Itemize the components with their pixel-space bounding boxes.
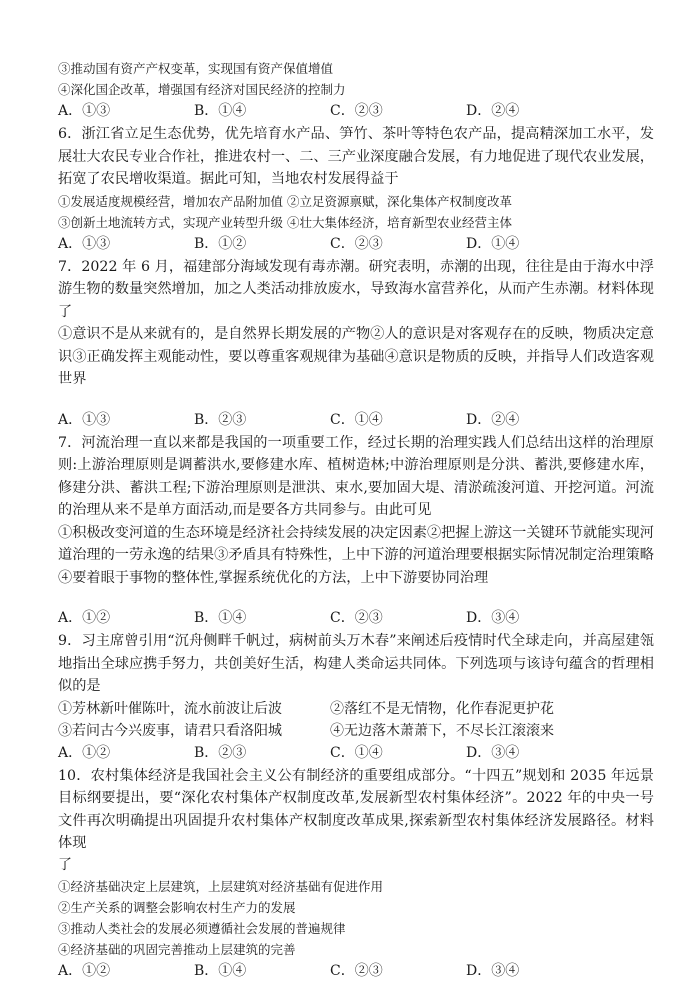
- option-c[interactable]: C．①④: [330, 744, 383, 761]
- answer-options: [58, 607, 654, 629]
- statements-3-4: ③创新土地流转方式，实现产业转型升级 ④壮大集体经济，培育新型农业经营主体: [58, 214, 512, 230]
- statement-4: ④深化国企改革，增强国有经济对国民经济的控制力: [58, 82, 346, 97]
- statements-row-2: [58, 720, 654, 742]
- option-d[interactable]: D．②④: [466, 411, 520, 428]
- statement-4: ④经济基础的巩固完善推动上层建筑的完善: [58, 941, 296, 957]
- statement-1: ①经济基础决定上层建筑，上层建筑对经济基础有促进作用: [58, 878, 384, 894]
- option-a[interactable]: A．①②: [58, 962, 111, 979]
- answer-options: [58, 233, 654, 255]
- option-d[interactable]: D．③④: [466, 744, 520, 761]
- question-stem: 6．浙江省立足生态优势，优先培育水产品、笋竹、茶叶等特色农产品，提高精深加工水平，发展壮大农民专业合作社，推进农村一、二、三产业深度融合发展，有力地促进了现代农业发展，拓宽了农民增收渠道。据此可知，当地农村发展得益于: [58, 126, 654, 187]
- option-a[interactable]: A．①③: [58, 103, 111, 119]
- option-d[interactable]: D．③④: [466, 610, 520, 626]
- option-b[interactable]: B．①②: [194, 235, 247, 252]
- question-7a: [58, 256, 654, 431]
- question-stem: 10．农村集体经济是我国社会主义公有制经济的重要组成部分。“十四五”规划和 2035 年远景目标纲要提出，要“深化农村集体产权制度改革,发展新型农村集体经济”。2022 年的中央一号文件再次明确提出巩固提升农村集体产权制度改革成果,探索新型农村集体经济发展路径。材料体现: [58, 767, 654, 851]
- question-stem-tail: 了: [58, 856, 72, 873]
- option-c[interactable]: C．①④: [330, 411, 383, 428]
- option-c[interactable]: C．②③: [330, 962, 383, 979]
- statements: ①意识不是从来就有的，是自然界长期发展的产物②人的意识是对客观存在的反映，物质决定意识③正确发挥主观能动性，要以尊重客观规律为基础④意识是物质的反映，并指导人们改造客观世界: [58, 326, 654, 387]
- option-b[interactable]: B．②③: [194, 411, 247, 428]
- option-b[interactable]: B．①④: [194, 610, 247, 626]
- statement-3: ③若问古今兴废事，请君只看洛阳城: [58, 722, 282, 739]
- statement-4: ④无边落木萧萧下，不尽长江滚滚来: [330, 722, 554, 739]
- answer-options: [58, 100, 654, 122]
- option-a[interactable]: A．①②: [58, 610, 111, 626]
- option-d[interactable]: D．②④: [466, 103, 520, 119]
- statement-2: ②生产关系的调整会影响农村生产力的发展: [58, 899, 296, 915]
- option-b[interactable]: B．①④: [194, 103, 247, 119]
- answer-options: [58, 960, 654, 982]
- exam-page: [58, 58, 654, 982]
- question-7b: [58, 432, 654, 630]
- option-d[interactable]: D．①④: [466, 235, 520, 252]
- option-a[interactable]: A．①③: [58, 411, 111, 428]
- option-c[interactable]: C．②③: [330, 103, 383, 119]
- statement-1: ①芳林新叶催陈叶，流水前波让后波: [58, 700, 282, 717]
- answer-options: [58, 742, 654, 764]
- statement-3: ③推动人类社会的发展必须遵循社会发展的普遍规律: [58, 920, 346, 936]
- answer-options: [58, 409, 654, 431]
- question-10: [58, 765, 654, 982]
- option-a[interactable]: A．①③: [58, 235, 111, 252]
- question-9: [58, 630, 654, 764]
- option-a[interactable]: A．①②: [58, 744, 111, 761]
- question-stem: 9．习主席曾引用“沉舟侧畔千帆过，病树前头万木春”来阐述后疫情时代全球走向，并高屋建瓴地指出全球应携手努力，共创美好生活，构建人类命运共同体。下列选项与该诗句蕴含的哲理相似的是: [58, 633, 654, 694]
- statement-2: ②落红不是无情物，化作春泥更护花: [330, 700, 554, 717]
- statement-3: ③推动国有资产产权变革，实现国有资产保值增值: [58, 61, 334, 76]
- option-c[interactable]: C．②③: [330, 235, 383, 252]
- question-stem: 7．2022 年 6 月，福建部分海域发现有毒赤潮。研究表明，赤潮的出现，往往是由于海水中浮游生物的数量突然增加，加之人类活动排放废水，导致海水富营养化，从而产生赤潮。材料体现了: [58, 258, 654, 320]
- question-stem: 7．河流治理一直以来都是我国的一项重要工作，经过长期的治理实践人们总结出这样的治理原则:上游治理原则是调蓄洪水,要修建水库、植树造林;中游治理原则是分洪、蓄洪,要修建水库，修建分洪、蓄洪工程;下游治理原则是泄洪、束水,要加固大堤、清淤疏浚河道、开挖河道。河流的治理从来不是单方面活动,而是要各方共同参与。由此可见: [58, 434, 654, 518]
- question-6: [58, 123, 654, 255]
- statements-1-2: ①发展适度规模经营，增加农产品附加值 ②立足资源禀赋，深化集体产权制度改革: [58, 193, 512, 209]
- statements: ①积极改变河道的生态环境是经济社会持续发展的决定因素②把握上游这一关键环节就能实现河道治理的一劳永逸的结果③矛盾具有特殊性，上中下游的河道治理要根据实际情况制定治理策略④要着眼于事物的整体性,掌握系统优化的方法，上中下游要协同治理: [58, 524, 654, 586]
- option-c[interactable]: C．②③: [330, 610, 383, 626]
- option-b[interactable]: B．①④: [194, 962, 247, 979]
- option-b[interactable]: B．②③: [194, 744, 247, 761]
- statements-row-1: [58, 698, 654, 720]
- option-d[interactable]: D．③④: [466, 962, 520, 979]
